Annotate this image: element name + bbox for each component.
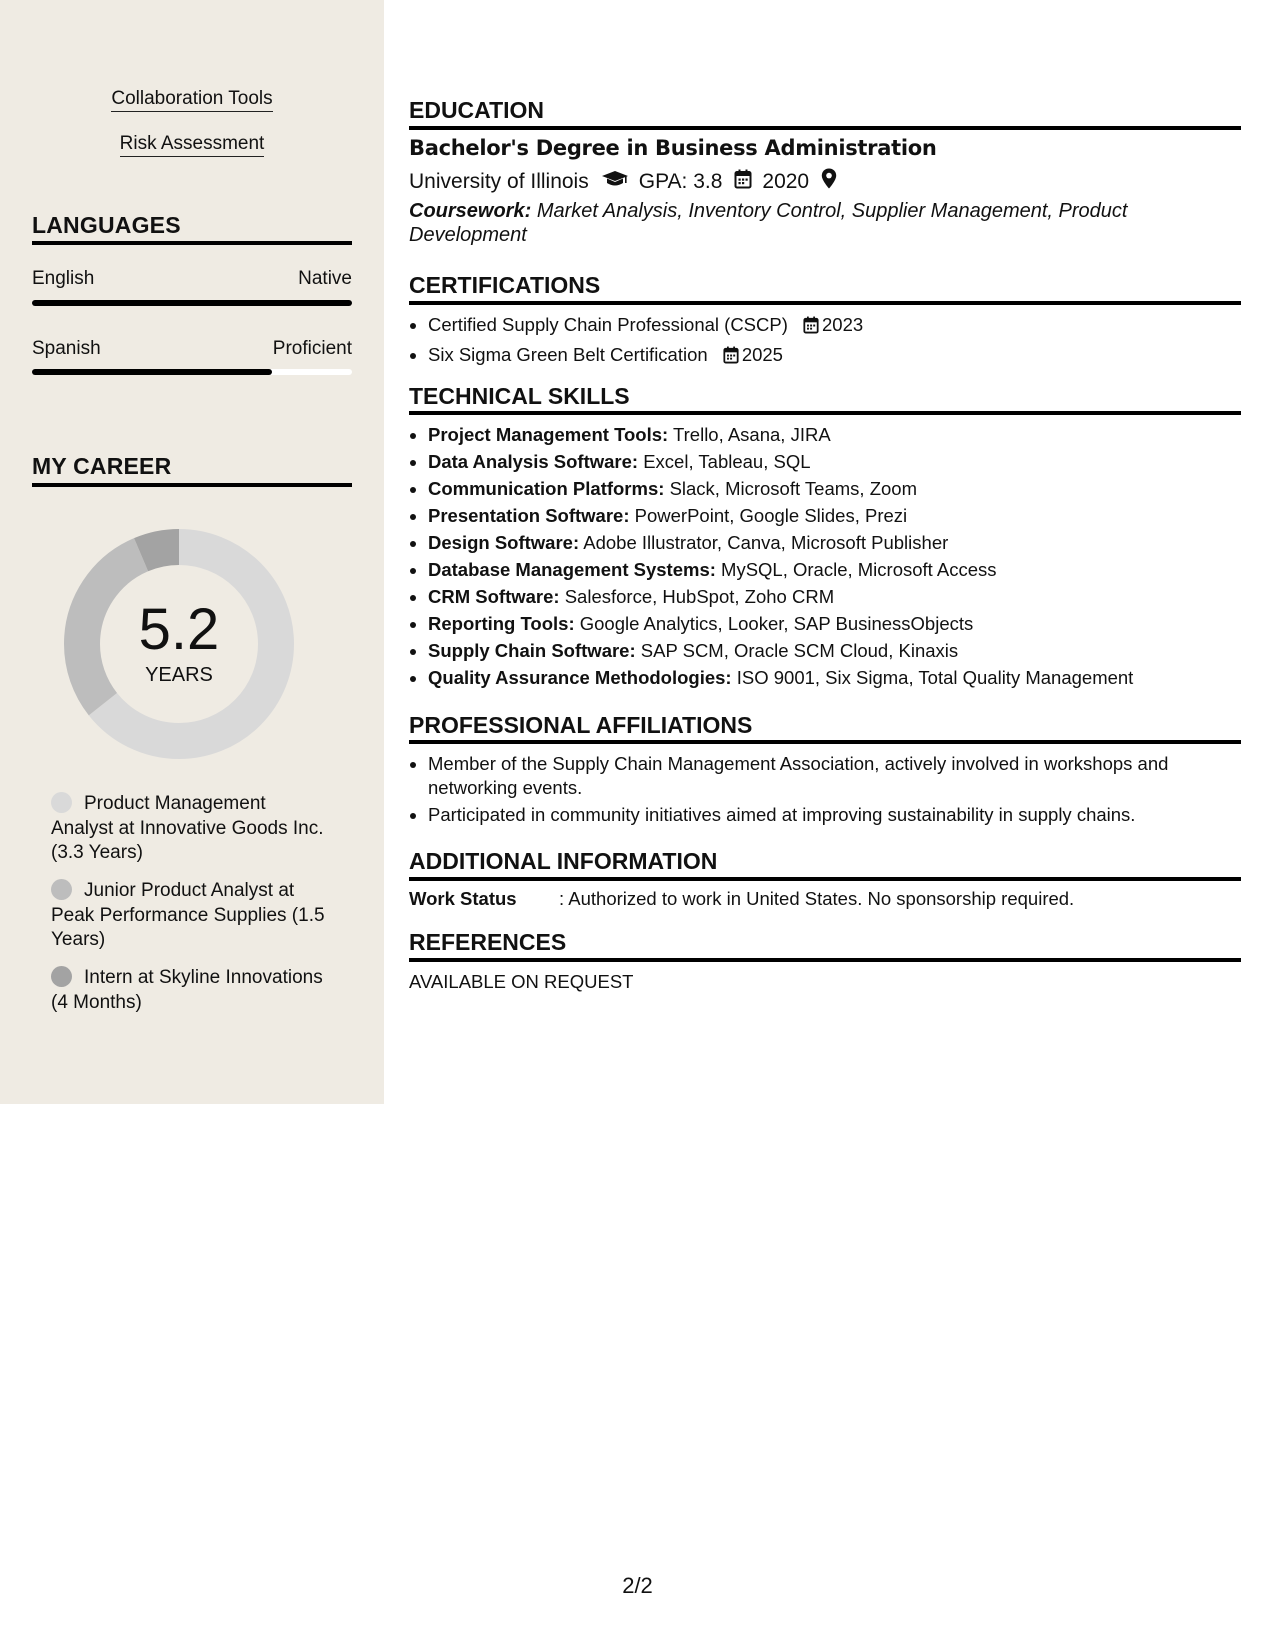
list-item: • Presentation Software: PowerPoint, Google Slides, Prezi [428, 502, 1133, 529]
education-rule [409, 126, 1241, 130]
graduation-cap-icon [601, 170, 629, 194]
work-status-value: : Authorized to work in United States. No sponsorship required. [559, 888, 1075, 909]
affiliations-list [409, 752, 1228, 830]
language-level: Native [298, 268, 352, 289]
skill-tag: Risk Assessment [0, 133, 384, 155]
list-item: • Certified Supply Chain Professional (CSCP) 2023 [428, 311, 863, 341]
technical-skills-list [409, 421, 1133, 691]
career-title: MY CAREER [32, 453, 172, 479]
language-row-english [32, 268, 352, 290]
list-item: • Project Management Tools: Trello, Asana, JIRA [428, 421, 1133, 448]
career-item: Junior Product Analyst at Peak Performance Supplies (1.5 Years) [51, 880, 325, 950]
career-total-years: 5.2 [138, 597, 220, 662]
degree: Bachelor's Degree in Business Administration [409, 136, 937, 160]
education-details [409, 168, 847, 195]
education-title: EDUCATION [409, 97, 545, 123]
page-number: 2/2 [622, 1573, 653, 1598]
language-row-spanish [32, 338, 352, 360]
career-legend-dot [51, 879, 72, 900]
list-item: • Design Software: Adobe Illustrator, Canva, Microsoft Publisher [428, 529, 1133, 556]
affiliations-rule [409, 740, 1241, 744]
coursework-label: Coursework: [409, 200, 532, 222]
list-item: • Communication Platforms: Slack, Microsoft Teams, Zoom [428, 475, 1133, 502]
skill-tag: Collaboration Tools [0, 88, 384, 110]
affiliations-title: PROFESSIONAL AFFILIATIONS [409, 712, 753, 738]
coursework-list: Market Analysis, Inventory Control, Supplier Management, Product Development [409, 200, 1128, 246]
coursework [409, 199, 1209, 247]
language-bar-spanish [32, 369, 352, 375]
languages-rule [32, 241, 352, 245]
certifications-list [409, 311, 863, 371]
references-text: AVAILABLE ON REQUEST [409, 971, 634, 992]
language-bar-fill [32, 369, 272, 375]
list-item: • Member of the Supply Chain Management Association, actively involved in workshops and networking events. [428, 752, 1228, 800]
language-bar-fill [32, 300, 352, 306]
career-unit: YEARS [145, 664, 213, 686]
language-name: Spanish [32, 338, 101, 359]
certifications-title: CERTIFICATIONS [409, 272, 601, 298]
calendar-icon [734, 169, 752, 195]
references-rule [409, 958, 1241, 962]
career-rule [32, 483, 352, 487]
school: University of Illinois [409, 169, 589, 193]
work-status-label: Work Status [409, 888, 517, 909]
list-item: • Database Management Systems: MySQL, Oracle, Microsoft Access [428, 556, 1133, 583]
career-item: Product Management Analyst at Innovative Goods Inc. (3.3 Years) [51, 793, 324, 863]
calendar-icon [803, 314, 819, 341]
graduation-year: 2020 [762, 169, 810, 193]
language-bar-english [32, 300, 352, 306]
language-level: Proficient [272, 338, 352, 359]
language-name: English [32, 268, 95, 289]
list-item: • Supply Chain Software: SAP SCM, Oracle SCM Cloud, Kinaxis [428, 637, 1133, 664]
list-item: • Reporting Tools: Google Analytics, Looker, SAP BusinessObjects [428, 610, 1133, 637]
certifications-rule [409, 301, 1241, 305]
list-item: • Data Analysis Software: Excel, Tableau, SQL [428, 448, 1133, 475]
additional-info-title: ADDITIONAL INFORMATION [409, 848, 718, 874]
list-item: • Six Sigma Green Belt Certification 2025 [428, 341, 863, 371]
location-pin-icon [821, 168, 837, 195]
career-item: Intern at Skyline Innovations (4 Months) [51, 967, 323, 1013]
additional-info-rule [409, 877, 1241, 881]
technical-skills-title: TECHNICAL SKILLS [409, 383, 630, 409]
gpa: GPA: 3.8 [638, 169, 723, 193]
list-item: • Participated in community initiatives aimed at improving sustainability in supply chains. [428, 803, 1228, 827]
list-item: • CRM Software: Salesforce, HubSpot, Zoho CRM [428, 583, 1133, 610]
career-legend-dot [51, 792, 72, 813]
languages-title: LANGUAGES [32, 212, 181, 238]
technical-skills-rule [409, 411, 1241, 415]
career-legend-dot [51, 966, 72, 987]
references-title: REFERENCES [409, 929, 567, 955]
calendar-icon [723, 344, 739, 371]
list-item: • Quality Assurance Methodologies: ISO 9001, Six Sigma, Total Quality Management [428, 664, 1133, 691]
